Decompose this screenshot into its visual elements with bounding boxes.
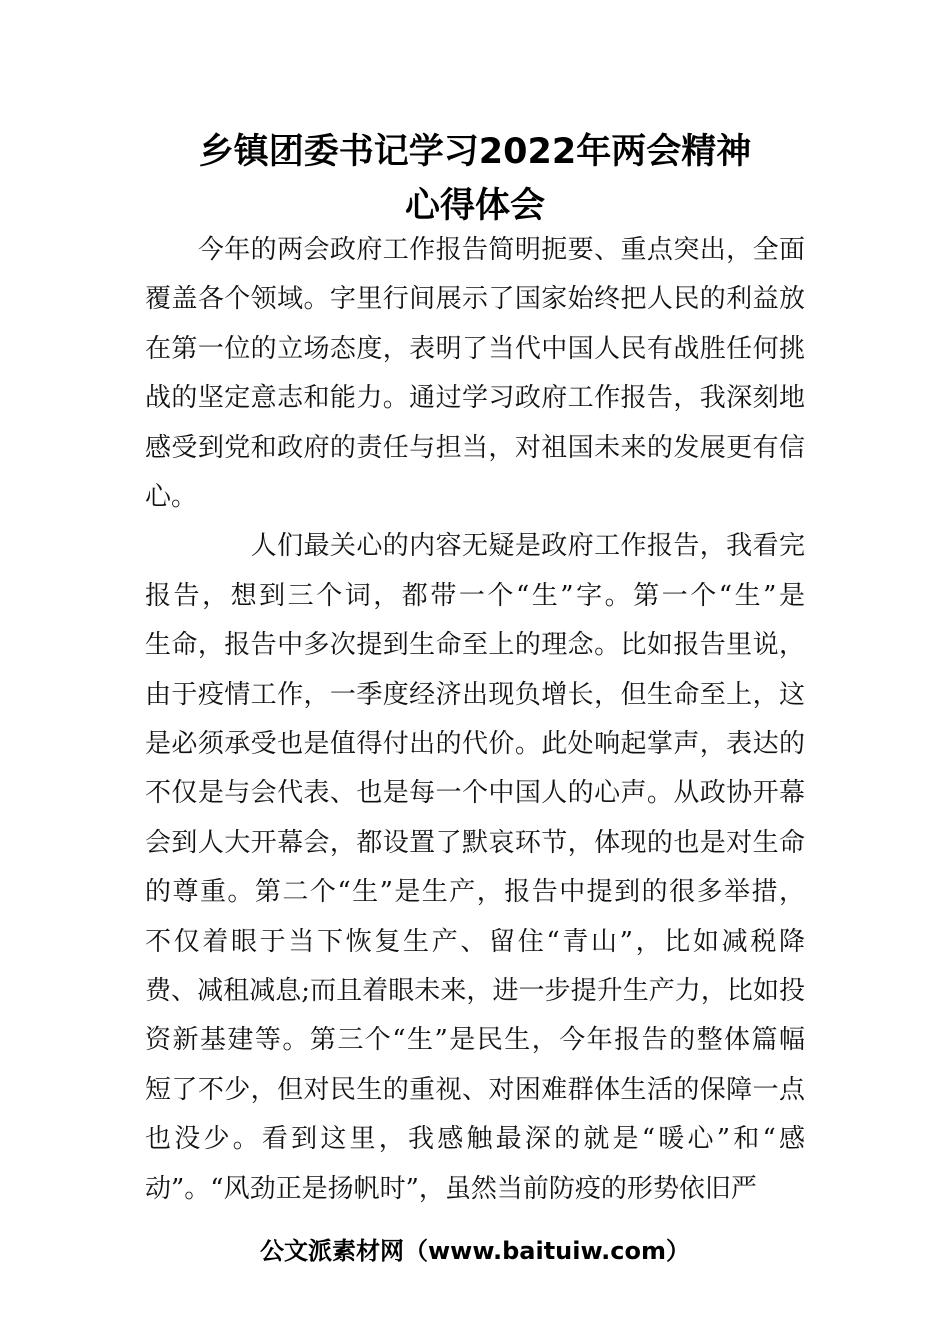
paragraph-line: 覆盖各个领域。字里行间展示了国家始终把人民的利益放 xyxy=(145,284,805,315)
paragraph-line: 生命，报告中多次提到生命至上的理念。比如报告里说， xyxy=(145,630,805,661)
page-footer: 公文派素材网（www.baituiw.com） xyxy=(260,1237,690,1265)
paragraph-line: 不仅是与会代表、也是每一个中国人的心声。从政协开幕 xyxy=(145,778,805,809)
paragraph-line: 感受到党和政府的责任与担当，对祖国未来的发展更有信 xyxy=(145,432,805,463)
paragraph-line: 由于疫情工作，一季度经济出现负增长，但生命至上，这 xyxy=(145,679,805,710)
paragraph-line: 今年的两会政府工作报告简明扼要、重点突出，全面 xyxy=(145,235,805,265)
paragraph-line: 人们最关心的内容无疑是政府工作报告，我看完 xyxy=(145,531,805,562)
paragraph-line: 短了不少，但对民生的重视、对困难群体生活的保障一点 xyxy=(145,1074,805,1105)
paragraph-line: 在第一位的立场态度，表明了当代中国人民有战胜任何挑 xyxy=(145,333,805,364)
paragraph-line: 费、减租减息;而且着眼未来，进一步提升生产力，比如投 xyxy=(145,976,805,1006)
paragraph-line: 不仅着眼于当下恢复生产、留住“青山”，比如减税降 xyxy=(145,926,805,957)
paragraph-line: 战的坚定意志和能力。通过学习政府工作报告，我深刻地 xyxy=(145,383,805,414)
paragraph-line: 的尊重。第二个“生”是生产，报告中提到的很多举措， xyxy=(145,877,805,908)
paragraph-line: 报告，想到三个词，都带一个“生”字。第一个“生”是 xyxy=(145,580,805,611)
paragraph-line: 资新基建等。第三个“生”是民生，今年报告的整体篇幅 xyxy=(145,1025,805,1056)
paragraph-line: 是必须承受也是值得付出的代价。此处响起掌声，表达的 xyxy=(145,729,805,759)
paragraph-line: 也没少。看到这里，我感触最深的就是“暖心”和“感 xyxy=(145,1124,805,1155)
paragraph-line: 心。 xyxy=(145,482,198,512)
document-title-line-2: 心得体会 xyxy=(404,186,545,226)
paragraph-line: 会到人大开幕会，都设置了默哀环节，体现的也是对生命 xyxy=(145,827,805,858)
paragraph-line: 动”。“风劲正是扬帆时”，虽然当前防疫的形势依旧严 xyxy=(145,1173,757,1204)
document-title-line-1: 乡镇团委书记学习2022年两会精神 xyxy=(198,132,752,172)
